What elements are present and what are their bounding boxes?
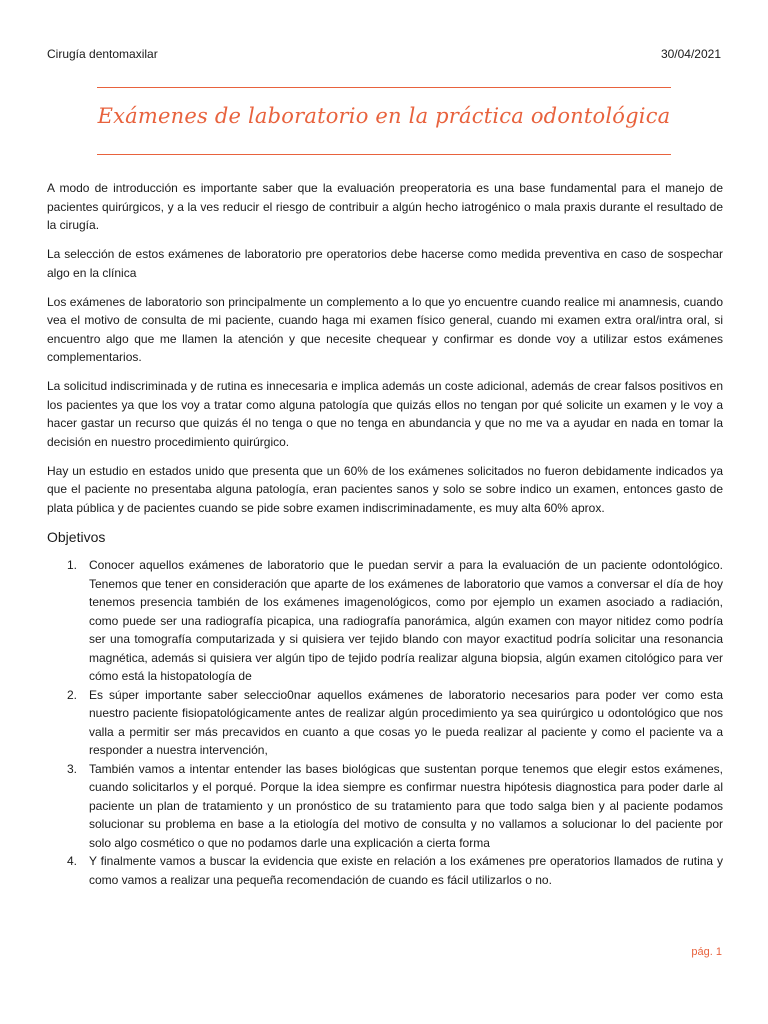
paragraph: La solicitud indiscriminada y de rutina es innecesaria e implica además un coste adicional, además de crear falsos positivos en los pacientes ya que los voy a tratar como alguna patología que quizás ellos no tengan por qué solicite un examen y le voy a hacer gastar un recurso que quizás él no tenga o que no tenga en abundancia y que no me va a ayudar en nada en tomar la decisión en nuestro procedimiento quirúrgico. (47, 379, 723, 449)
list-number: 2. (67, 687, 78, 702)
page-number: pág. 1 (691, 946, 722, 958)
document-title: Exámenes de laboratorio en la práctica odontológica (97, 104, 671, 128)
list-item (47, 760, 723, 853)
paragraph: Hay un estudio en estados unido que presenta que un 60% de los exámenes solicitados no fueron debidamente indicados ya que el paciente no presentaba alguna patología, eran pacientes sanos y solo se sobre indico un examen, entonces gasto de plata pública y de pacientes cuando se pide sobre examen indiscriminadamente, es muy alta 60% aprox. (47, 463, 723, 515)
paragraph: Los exámenes de laboratorio son principalmente un complemento a lo que yo encuentre cuando realice mi anamnesis, cuando vea el motivo de consulta de mi paciente, cuando haga mi examen físico general, cuando mi examen extra oral/intra oral, si encuentro algo que me llamen la atención y que necesite chequear y confirmar es donde voy a utilizar estos exámenes complementarios. (47, 294, 723, 364)
list-text: Es súper importante saber seleccio0nar aquellos exámenes de laboratorio necesarios para poder ver como esta nuestro paciente fisiopatológicamente antes de realizar algún procedimiento ya sea quirúrgico u odontológico que nos valla a permitir ser más precavidos en cuanto a que cosas yo le pueda realizar al paciente y como el paciente va a responder a nuestra intervención, (89, 687, 723, 757)
list-number: 4. (67, 854, 78, 868)
list-text: Y finalmente vamos a buscar la evidencia que existe en relación a los exámenes pre operatorios llamados de rutina y como vamos a realizar una pequeña recomendación de cuando es fácil utilizarlos o no. (89, 854, 723, 887)
list-number: 1. (67, 558, 78, 572)
title-rule-top (97, 87, 671, 88)
title-rule-bottom (97, 154, 671, 155)
paragraph: La selección de estos exámenes de laboratorio pre operatorios debe hacerse como medida preventiva en caso de sospechar algo en la clínica (47, 247, 723, 280)
list-item (47, 556, 723, 686)
document-body (47, 179, 723, 889)
header-date: 30/04/2021 (660, 47, 721, 61)
list-item (47, 852, 723, 889)
page-header (47, 47, 721, 61)
objectives-heading: Objetivos (47, 528, 106, 545)
paragraph: A modo de introducción es importante saber que la evaluación preoperatoria es una base fundamental para el manejo de pacientes quirúrgicos, y a la ves reducir el riesgo de contribuir a algún hecho iatrogénico o mala praxis durante el resultado de la cirugía. (47, 181, 723, 232)
list-number: 3. (67, 761, 78, 776)
list-item (47, 686, 723, 760)
list-text: También vamos a intentar entender las bases biológicas que sustentan porque tenemos que elegir estos exámenes, cuando solicitarlos y el porqué. Porque la idea siempre es confirmar nuestra hipótesis diagnostica para poder darle al paciente un plan de tratamiento y un pronóstico de su tratamiento para que todo salga bien y al paciente podamos solucionar su problema en base a la etiología del motivo de consulta y no vallamos a solucionar lo del paciente por solo algo cosmético o que no podamos darle una explicación a cierta forma (89, 761, 723, 850)
header-course: Cirugía dentomaxilar (47, 47, 158, 61)
list-text: Conocer aquellos exámenes de laboratorio que le puedan servir a para la evaluación de un paciente odontológico. Tenemos que tener en consideración que aparte de los exámenes de laboratorio que vamos a conversar el día de hoy tenemos presencia también de los exámenes imagenológicos, como por ejemplo un examen asociado a radiación, como puede ser una radiografía picapica, una radiografía panorámica, algún examen con mayor nitidez como podría ser una tomografía computarizada y si quisiera ver tejido blando con mayor exactitud podría solicitar una resonancia magnética, además si quisiera ver algún tipo de tejido podría realizar alguna biopsia, algún examen citológico para ver cómo está la histopatología de (89, 558, 723, 683)
objectives-list (47, 556, 723, 889)
